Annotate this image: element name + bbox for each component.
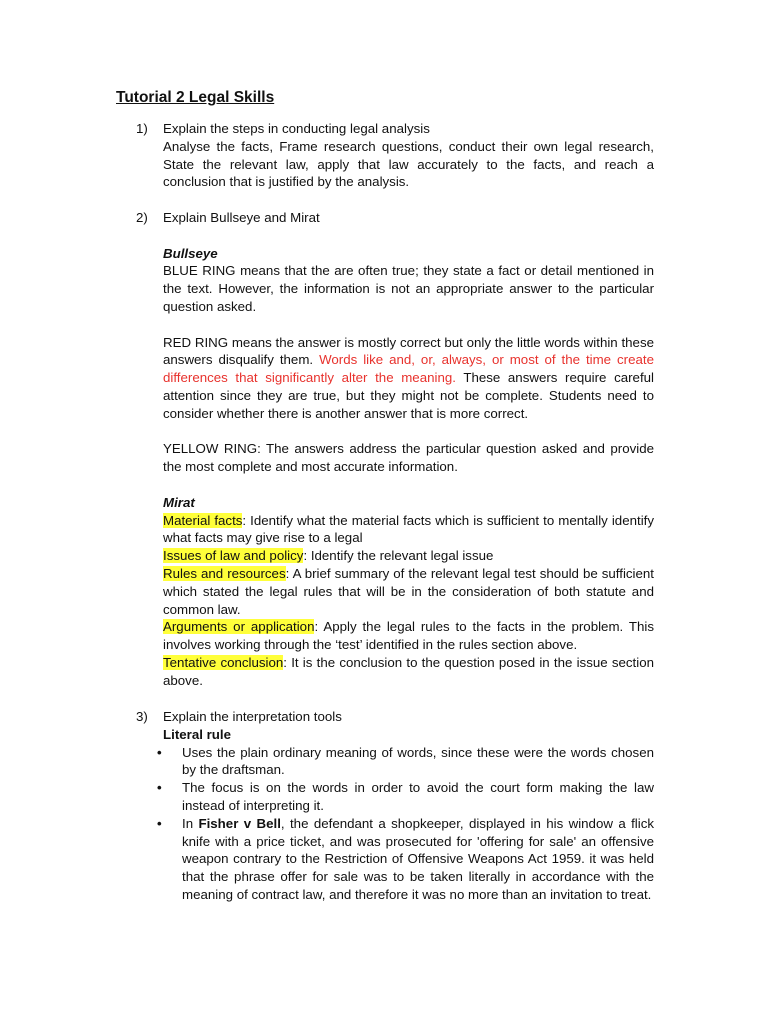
mirat-item-arguments (163, 618, 654, 654)
list-item (136, 815, 654, 904)
question-number: 1) (136, 121, 148, 136)
literal-rule-list (136, 744, 654, 904)
question-number: 3) (136, 709, 148, 724)
mirat-term: Rules and resources (163, 565, 286, 581)
blue-ring-paragraph: BLUE RING means that the are often true; they state a fact or detail mentioned in the text. However, the information is not an appropriate answer to the particular question asked. (163, 263, 654, 314)
mirat-item-tentative-conclusion (163, 654, 654, 690)
list-item (136, 779, 654, 815)
mirat-description: : Identify the relevant legal issue (303, 548, 494, 564)
red-ring-text-end: These answers require careful attention since they are true, but they might not be complete. Students need to consider whether there is another answer that is more correct. (163, 370, 654, 421)
mirat-heading: Mirat (163, 494, 195, 510)
list-item (136, 744, 654, 780)
mirat-description: : Identify what the material facts which is sufficient to mentally identify what facts may give rise to a legal (163, 512, 654, 546)
red-ring-text: RED RING means the answer is mostly correct but only the little words within these answers disqualify them. (163, 334, 654, 368)
yellow-ring-paragraph: YELLOW RING: The answers address the particular question asked and provide the most complete and most accurate information. (163, 441, 654, 475)
mirat-term: Material facts (163, 512, 243, 528)
list-item-text-end: , the defendant a shopkeeper, displayed in his window a flick knife with a price ticket, and was prosecuted for 'offering for sale' an offensive weapon contrary to the Restriction of Offensive Weapons Act 1959. it was held that the phrase offer for sale was to be taken literally in accordance with the meaning of contract law, and therefore it was no more than an invitation to treat. (182, 815, 654, 902)
red-ring-paragraph (163, 334, 654, 423)
list-item-text: The focus is on the words in order to avoid the court form making the law instead of interpreting it. (182, 780, 654, 813)
question-text: Explain Bullseye and Mirat (163, 210, 320, 225)
literal-rule-heading: Literal rule (163, 726, 231, 742)
question-number: 2) (136, 210, 148, 225)
mirat-term: Arguments or application (163, 619, 315, 635)
mirat-term: Issues of law and policy (163, 548, 304, 564)
mirat-item-issues (163, 547, 654, 565)
question-2 (136, 209, 654, 690)
case-name: Fisher v Bell (198, 815, 281, 831)
bullet-icon: • (157, 815, 162, 831)
mirat-term: Tentative conclusion (163, 654, 284, 670)
list-item-text: Uses the plain ordinary meaning of words, since these were the words chosen by the draftsman. (182, 744, 654, 778)
mirat-description: : It is the conclusion to the question posed in the issue section above. (163, 654, 654, 688)
question-3 (136, 708, 654, 904)
red-ring-emphasis: Words like and, or, always, or most of the time create differences that significantly alter the meaning. (163, 352, 654, 386)
list-item-text: In (182, 815, 199, 831)
question-text: Explain the interpretation tools (163, 709, 342, 724)
bullet-icon: • (157, 780, 162, 796)
mirat-description: : Apply the legal rules to the facts in the problem. This involves working through the ‘test’ identified in the rules section above. (163, 619, 654, 653)
answer-text: Analyse the facts, Frame research questions, conduct their own legal research, State the relevant law, apply that law accurately to the facts, and reach a conclusion that is justified by the analysis. (163, 138, 654, 190)
question-text: Explain the steps in conducting legal analysis (163, 121, 430, 136)
mirat-item-rules (163, 565, 654, 618)
mirat-description: : A brief summary of the relevant legal test should be sufficient which stated the legal rules that will be in the consideration of both statute and common law. (163, 565, 654, 617)
mirat-item-material-facts (163, 512, 654, 548)
bullet-icon: • (157, 744, 162, 760)
question-1 (136, 120, 654, 191)
bullseye-heading: Bullseye (163, 245, 218, 261)
page-title: Tutorial 2 Legal Skills (116, 89, 275, 106)
